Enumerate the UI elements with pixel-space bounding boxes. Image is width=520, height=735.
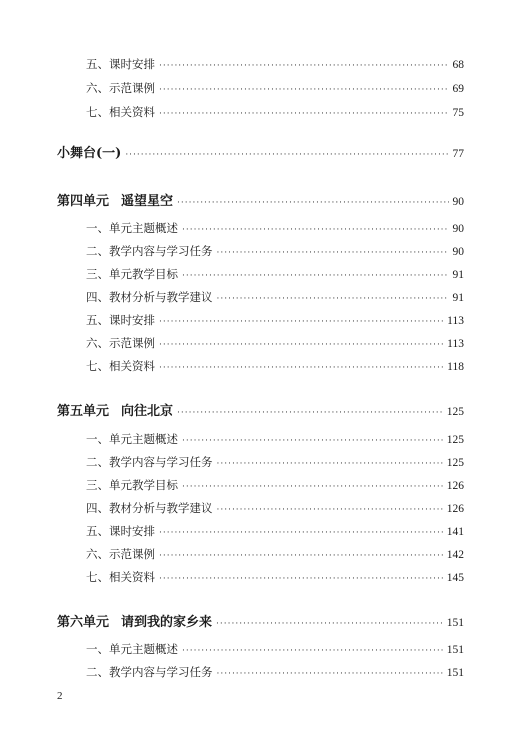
- unit-number: 第六单元: [57, 615, 110, 630]
- toc-entry-page: 126: [446, 503, 464, 515]
- toc-entry-page: 90: [452, 246, 464, 258]
- dot-leader: [217, 459, 443, 469]
- toc-entry-page: 90: [452, 223, 464, 235]
- toc-entry-label: 七、相关资料: [86, 105, 155, 119]
- toc-entry-page: 69: [452, 83, 464, 95]
- toc-entry[interactable]: [86, 220, 464, 236]
- dot-leader: [217, 505, 443, 515]
- toc-heading-unit4[interactable]: [57, 190, 464, 209]
- toc-entry[interactable]: [86, 641, 464, 657]
- dot-leader: [217, 294, 449, 304]
- toc-entry-label: 五、课时安排: [86, 524, 155, 538]
- toc-entry-page: 151: [446, 644, 464, 656]
- toc-entry[interactable]: [86, 266, 464, 282]
- dot-leader: [182, 646, 443, 656]
- unit-title: 向往北京: [121, 404, 174, 419]
- toc-entry-label: 六、示范课例: [86, 547, 155, 561]
- toc-entry-label: 二、教学内容与学习任务: [86, 665, 213, 679]
- toc-entry-label: 四、教材分析与教学建议: [86, 501, 213, 515]
- toc-entry-page: 113: [447, 338, 464, 350]
- toc-entry[interactable]: [86, 500, 464, 516]
- toc-entry-label: 七、相关资料: [86, 570, 155, 584]
- dot-leader: [159, 317, 443, 327]
- unit-number: 第五单元: [57, 404, 110, 419]
- dot-leader: [159, 574, 443, 584]
- toc-heading-unit6[interactable]: [57, 611, 464, 630]
- toc-heading-label: 小舞台(一): [57, 146, 122, 161]
- dot-leader: [125, 150, 448, 160]
- toc-heading-label: [57, 400, 173, 419]
- toc-entry-page: 75: [452, 107, 464, 119]
- dot-leader: [159, 109, 449, 119]
- toc-entry-label: 二、教学内容与学习任务: [86, 455, 213, 469]
- toc-entry[interactable]: [86, 477, 464, 493]
- dot-leader: [177, 198, 448, 208]
- toc-heading-unit5[interactable]: [57, 400, 464, 419]
- dot-leader: [182, 436, 443, 446]
- toc-entry-label: 三、单元教学目标: [86, 478, 178, 492]
- toc-entry-page: 113: [447, 315, 464, 327]
- dot-leader: [159, 61, 449, 71]
- toc-entry[interactable]: [86, 80, 464, 96]
- dot-leader: [159, 340, 443, 350]
- toc-entry-label: 一、单元主题概述: [86, 432, 178, 446]
- toc-entry[interactable]: [86, 289, 464, 305]
- toc-entry-label: 七、相关资料: [86, 359, 155, 373]
- toc-entry[interactable]: [86, 358, 464, 374]
- toc-entry-label: 五、课时安排: [86, 313, 155, 327]
- toc-entry-label: 三、单元教学目标: [86, 267, 178, 281]
- toc-heading-stage[interactable]: [57, 142, 464, 161]
- toc-entry[interactable]: [86, 664, 464, 680]
- dot-leader: [182, 225, 449, 235]
- toc-heading-page: 125: [446, 406, 464, 418]
- dot-leader: [159, 551, 443, 561]
- toc-entry[interactable]: [86, 312, 464, 328]
- toc-heading-page: 90: [452, 196, 464, 208]
- dot-leader: [159, 528, 443, 538]
- toc-entry-page: 91: [452, 292, 464, 304]
- toc-entry[interactable]: [86, 104, 464, 120]
- toc-entry-label: 六、示范课例: [86, 336, 155, 350]
- toc-heading-label: [57, 611, 212, 630]
- toc-entry-label: 五、课时安排: [86, 57, 155, 71]
- toc-entry-page: 91: [452, 269, 464, 281]
- toc-entry-label: 一、单元主题概述: [86, 221, 178, 235]
- dot-leader: [216, 619, 443, 629]
- toc-entry[interactable]: [86, 243, 464, 259]
- dot-leader: [159, 363, 443, 373]
- toc-entry[interactable]: [86, 454, 464, 470]
- toc-entry[interactable]: [86, 335, 464, 351]
- unit-number: 第四单元: [57, 194, 110, 209]
- toc-entry-page: 126: [446, 480, 464, 492]
- toc-entry-page: 145: [446, 572, 464, 584]
- toc-entry-label: 一、单元主题概述: [86, 642, 178, 656]
- toc-entry-page: 125: [446, 457, 464, 469]
- toc-entry[interactable]: [86, 523, 464, 539]
- toc-entry-page: 141: [446, 526, 464, 538]
- toc-entry-page: 125: [446, 434, 464, 446]
- toc-entry-page: 151: [446, 667, 464, 679]
- dot-leader: [177, 408, 443, 418]
- dot-leader: [182, 482, 443, 492]
- toc-entry[interactable]: [86, 569, 464, 585]
- toc-entry-page: 142: [446, 549, 464, 561]
- unit-title: 遥望星空: [121, 194, 174, 209]
- toc-entry-label: 四、教材分析与教学建议: [86, 290, 213, 304]
- dot-leader: [217, 669, 443, 679]
- toc-heading-page: 151: [446, 617, 464, 629]
- toc-entry-label: 六、示范课例: [86, 81, 155, 95]
- toc-entry[interactable]: [86, 56, 464, 72]
- toc-heading-label: [57, 190, 173, 209]
- toc-entry-page: 118: [447, 361, 464, 373]
- dot-leader: [182, 271, 449, 281]
- toc-heading-page: 77: [452, 148, 464, 160]
- dot-leader: [159, 85, 449, 95]
- unit-title: 请到我的家乡来: [121, 615, 213, 630]
- toc-entry[interactable]: [86, 431, 464, 447]
- toc-entry[interactable]: [86, 546, 464, 562]
- toc-entry-page: 68: [452, 59, 464, 71]
- page-number: 2: [57, 690, 63, 702]
- dot-leader: [217, 248, 449, 258]
- toc-entry-label: 二、教学内容与学习任务: [86, 244, 213, 258]
